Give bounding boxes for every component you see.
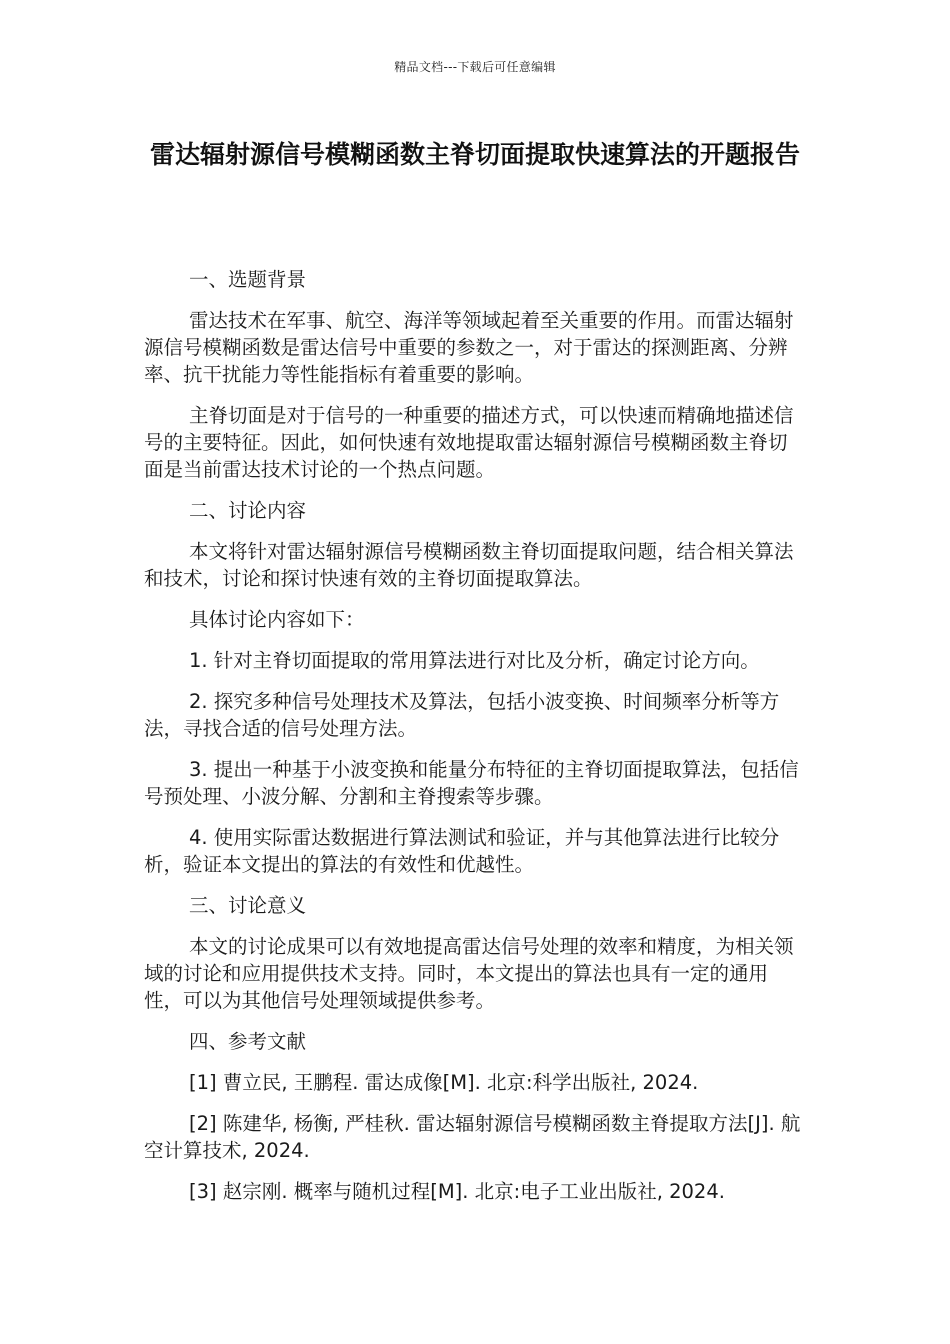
section-heading-significance: 三、讨论意义 bbox=[189, 894, 307, 917]
document-title: 雷达辐射源信号模糊函数主脊切面提取快速算法的开题报告 bbox=[149, 140, 800, 169]
section-heading-background: 一、选题背景 bbox=[189, 268, 307, 291]
paragraph-content-list-lead: 具体讨论内容如下： bbox=[189, 608, 365, 631]
list-item-3: 3. 提出一种基于小波变换和能量分布特征的主脊切面提取算法，包括信号预处理、小波分解、分割和主脊搜索等步骤。 bbox=[144, 758, 799, 808]
document-body bbox=[144, 266, 804, 1219]
header-note: 精品文档---下载后可任意编辑 bbox=[394, 60, 556, 74]
list-item-1: 1. 针对主脊切面提取的常用算法进行对比及分析，确定讨论方向。 bbox=[189, 649, 760, 672]
list-item-4: 4. 使用实际雷达数据进行算法测试和验证，并与其他算法进行比较分析，验证本文提出的算法的有效性和优越性。 bbox=[144, 826, 780, 876]
reference-item-1: [1] 曹立民, 王鹏程. 雷达成像[M]. 北京:科学出版社, 2024. bbox=[189, 1071, 699, 1094]
section-heading-content: 二、讨论内容 bbox=[189, 499, 307, 522]
paragraph-significance: 本文的讨论成果可以有效地提高雷达信号处理的效率和精度，为相关领域的讨论和应用提供技术支持。同时，本文提出的算法也具有一定的通用性，可以为其他信号处理领域提供参考。 bbox=[144, 935, 794, 1012]
section-heading-references: 四、参考文献 bbox=[189, 1030, 307, 1053]
list-item-2: 2. 探究多种信号处理技术及算法，包括小波变换、时间频率分析等方法，寻找合适的信号处理方法。 bbox=[144, 690, 780, 740]
reference-item-3: [3] 赵宗刚. 概率与随机过程[M]. 北京:电子工业出版社, 2024. bbox=[189, 1180, 725, 1203]
reference-item-2: [2] 陈建华, 杨衡, 严桂秋. 雷达辐射源信号模糊函数主脊提取方法[J]. 航空计算技术, 2024. bbox=[144, 1112, 801, 1162]
paragraph-background-1: 雷达技术在军事、航空、海洋等领域起着至关重要的作用。而雷达辐射源信号模糊函数是雷达信号中重要的参数之一，对于雷达的探测距离、分辨率、抗干扰能力等性能指标有着重要的影响。 bbox=[144, 309, 794, 386]
paragraph-content-intro: 本文将针对雷达辐射源信号模糊函数主脊切面提取问题，结合相关算法和技术，讨论和探讨快速有效的主脊切面提取算法。 bbox=[144, 540, 794, 590]
paragraph-background-2: 主脊切面是对于信号的一种重要的描述方式，可以快速而精确地描述信号的主要特征。因此，如何快速有效地提取雷达辐射源信号模糊函数主脊切面是当前雷达技术讨论的一个热点问题。 bbox=[144, 404, 794, 481]
